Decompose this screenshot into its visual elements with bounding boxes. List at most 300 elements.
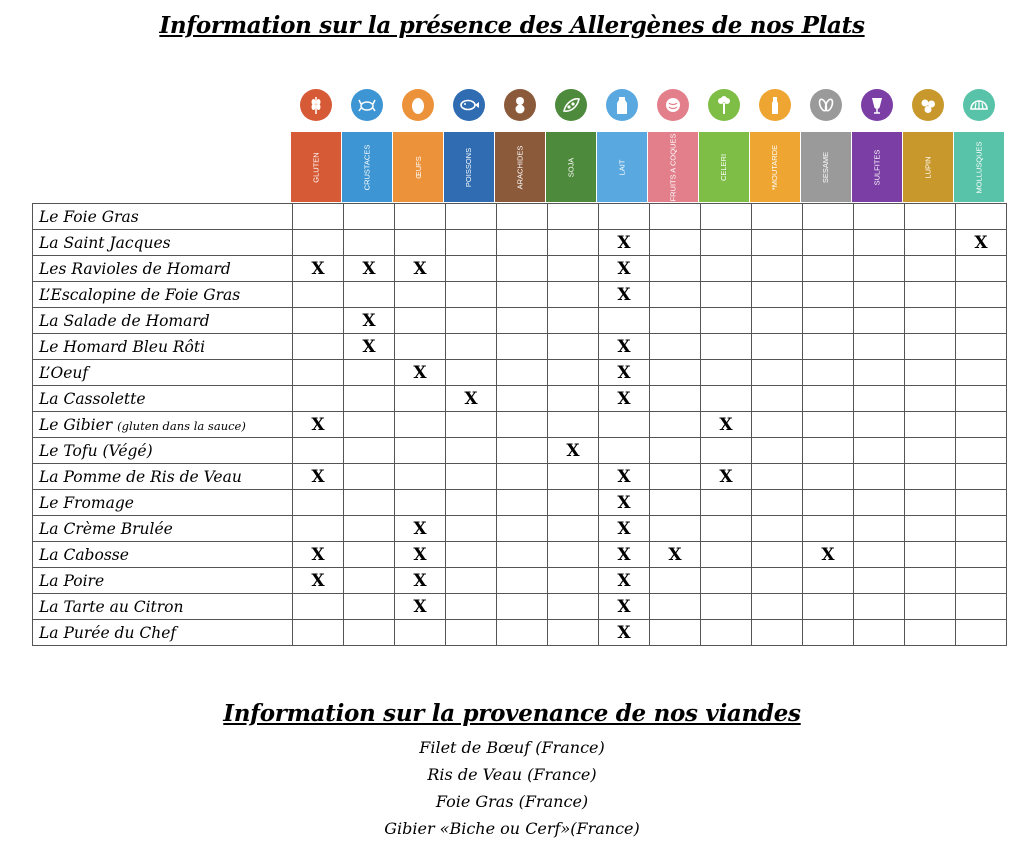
table-row <box>33 594 1007 620</box>
allergen-cell <box>650 360 701 386</box>
allergen-mark: X <box>311 544 325 565</box>
allergen-cell <box>956 412 1007 438</box>
allergen-cell <box>293 282 344 308</box>
allergen-cell <box>905 490 956 516</box>
allergen-cell <box>701 256 752 282</box>
allergen-header <box>954 132 1004 202</box>
allergen-header <box>342 132 392 202</box>
fish-icon <box>453 89 485 121</box>
allergen-cell <box>446 620 497 646</box>
allergen-cell <box>344 516 395 542</box>
allergen-cell <box>344 230 395 256</box>
allergen-cell <box>803 516 854 542</box>
allergen-cell <box>293 464 344 490</box>
allergen-cell <box>905 282 956 308</box>
allergen-cell <box>905 412 956 438</box>
allergen-cell <box>956 594 1007 620</box>
allergen-header-label: *MOUTARDE <box>770 144 780 190</box>
allergen-cell <box>446 542 497 568</box>
allergen-cell <box>599 464 650 490</box>
allergen-cell <box>701 230 752 256</box>
allergen-mark: X <box>362 336 376 357</box>
allergen-cell <box>293 204 344 230</box>
allergen-cell <box>548 594 599 620</box>
table-row <box>33 204 1007 230</box>
allergen-cell <box>803 620 854 646</box>
dish-name: Le Gibier <box>39 415 113 434</box>
allergen-cell <box>599 542 650 568</box>
allergen-header <box>903 132 953 202</box>
allergen-cell <box>395 594 446 620</box>
allergen-cell <box>446 516 497 542</box>
allergen-cell <box>803 412 854 438</box>
allergen-cell <box>446 334 497 360</box>
nut-icon <box>657 89 689 121</box>
allergen-cell <box>956 282 1007 308</box>
allergen-cell <box>650 542 701 568</box>
allergen-cell <box>446 412 497 438</box>
provenance-item: Foie Gras (France) <box>435 792 589 811</box>
allergen-mark: X <box>413 570 427 591</box>
allergen-cell <box>752 516 803 542</box>
allergen-cell <box>701 542 752 568</box>
allergen-mark: X <box>617 596 631 617</box>
page-title: Information sur la présence des Allergènes de nos Plats <box>159 12 865 39</box>
allergen-cell <box>395 568 446 594</box>
allergen-cell <box>548 620 599 646</box>
allergen-cell <box>650 308 701 334</box>
allergen-cell <box>854 620 905 646</box>
allergen-cell <box>497 620 548 646</box>
dish-name: Les Ravioles de Homard <box>39 259 231 278</box>
wheat-icon <box>300 89 332 121</box>
allergen-cell <box>803 490 854 516</box>
allergen-cell <box>650 256 701 282</box>
allergen-cell <box>497 386 548 412</box>
allergen-mark: X <box>617 570 631 591</box>
allergen-cell <box>344 204 395 230</box>
allergen-mark: X <box>617 232 631 253</box>
soy-icon <box>555 89 587 121</box>
dish-name-cell <box>33 490 293 516</box>
allergen-header <box>393 132 443 202</box>
allergen-cell <box>548 334 599 360</box>
allergen-cell <box>446 360 497 386</box>
dish-name: L’Oeuf <box>39 363 89 382</box>
allergen-cell <box>293 360 344 386</box>
table-row <box>33 516 1007 542</box>
allergen-cell <box>599 204 650 230</box>
allergen-cell <box>854 230 905 256</box>
allergen-cell <box>497 412 548 438</box>
dish-name-cell <box>33 438 293 464</box>
milk-icon <box>606 89 638 121</box>
allergen-header-label: CELERI <box>719 153 729 181</box>
allergen-mark: X <box>311 466 325 487</box>
allergen-cell <box>446 464 497 490</box>
allergen-cell <box>293 308 344 334</box>
allergen-cell <box>446 386 497 412</box>
allergen-cell <box>497 282 548 308</box>
allergen-cell <box>395 516 446 542</box>
allergen-cell <box>293 568 344 594</box>
allergen-header <box>648 132 698 202</box>
crab-icon <box>351 89 383 121</box>
allergen-cell <box>650 620 701 646</box>
allergen-cell <box>599 334 650 360</box>
lupin-icon <box>912 89 944 121</box>
allergen-cell <box>752 230 803 256</box>
allergen-cell <box>752 204 803 230</box>
allergen-mark: X <box>617 544 631 565</box>
dish-name: La Poire <box>39 571 105 590</box>
dish-name-cell <box>33 620 293 646</box>
dish-name: Le Tofu (Végé) <box>39 441 153 460</box>
allergen-header-label: FRUITS A COQUES <box>668 133 678 201</box>
allergen-cell <box>701 568 752 594</box>
dish-name-cell <box>33 516 293 542</box>
allergen-header-label: CRUSTACES <box>362 144 372 190</box>
table-row <box>33 620 1007 646</box>
allergen-cell <box>701 594 752 620</box>
allergen-header <box>699 132 749 202</box>
provenance-item: Filet de Bœuf (France) <box>419 738 605 757</box>
allergen-cell <box>548 282 599 308</box>
dish-name-cell <box>33 594 293 620</box>
allergen-cell <box>548 490 599 516</box>
allergen-mark: X <box>311 570 325 591</box>
allergen-cell <box>293 516 344 542</box>
allergen-cell <box>497 204 548 230</box>
dish-name-cell <box>33 412 293 438</box>
allergen-cell <box>599 490 650 516</box>
allergen-cell <box>854 308 905 334</box>
allergen-cell <box>854 386 905 412</box>
allergen-header <box>495 132 545 202</box>
allergen-cell <box>650 282 701 308</box>
allergen-cell <box>803 334 854 360</box>
dish-name: Le Homard Bleu Rôti <box>39 337 206 356</box>
peanut-icon <box>504 89 536 121</box>
table-row <box>33 490 1007 516</box>
allergen-cell <box>854 360 905 386</box>
allergen-cell <box>905 542 956 568</box>
dish-name: La Cassolette <box>39 389 146 408</box>
allergen-mark: X <box>617 492 631 513</box>
allergen-cell <box>956 542 1007 568</box>
table-row <box>33 360 1007 386</box>
allergen-cell <box>599 308 650 334</box>
dish-name-cell <box>33 334 293 360</box>
allergen-cell <box>854 256 905 282</box>
allergen-cell <box>395 256 446 282</box>
allergen-cell <box>803 256 854 282</box>
allergen-cell <box>701 464 752 490</box>
allergen-cell <box>497 516 548 542</box>
allergen-cell <box>650 412 701 438</box>
allergen-cell <box>497 438 548 464</box>
allergen-cell <box>344 282 395 308</box>
table-row <box>33 230 1007 256</box>
allergen-cell <box>497 490 548 516</box>
allergen-header <box>750 132 800 202</box>
allergen-header <box>291 132 341 202</box>
allergen-cell <box>803 308 854 334</box>
allergen-cell <box>599 516 650 542</box>
allergen-header <box>597 132 647 202</box>
allergen-cell <box>854 412 905 438</box>
table-row <box>33 464 1007 490</box>
allergen-mark: X <box>821 544 835 565</box>
allergen-cell <box>905 360 956 386</box>
allergen-cell <box>599 568 650 594</box>
dish-name: La Salade de Homard <box>39 311 210 330</box>
allergen-cell <box>803 230 854 256</box>
dish-name-cell <box>33 204 293 230</box>
allergen-cell <box>395 308 446 334</box>
allergen-cell <box>293 412 344 438</box>
allergen-mark: X <box>617 284 631 305</box>
allergen-cell <box>344 594 395 620</box>
allergen-mark: X <box>413 544 427 565</box>
allergen-cell <box>497 594 548 620</box>
allergen-cell <box>803 360 854 386</box>
egg-icon <box>402 89 434 121</box>
dish-name: Le Foie Gras <box>39 207 139 226</box>
allergen-header-label: SOJA <box>566 157 576 177</box>
allergen-cell <box>956 438 1007 464</box>
allergen-mark: X <box>617 336 631 357</box>
allergen-cell <box>446 256 497 282</box>
allergen-header-label: GLUTEN <box>311 151 321 183</box>
allergen-cell <box>905 230 956 256</box>
dish-name-cell <box>33 230 293 256</box>
dish-name: La Saint Jacques <box>39 233 171 252</box>
allergen-cell <box>701 360 752 386</box>
allergen-cell <box>650 568 701 594</box>
allergen-cell <box>446 490 497 516</box>
allergen-header-label: MOLLUSQUES <box>974 140 984 194</box>
allergen-cell <box>905 256 956 282</box>
dish-name: L’Escalopine de Foie Gras <box>39 285 241 304</box>
allergen-cell <box>752 542 803 568</box>
dish-name-cell <box>33 464 293 490</box>
allergen-cell <box>548 256 599 282</box>
dish-note: (gluten dans la sauce) <box>117 418 246 433</box>
allergen-header-label: LUPIN <box>923 155 933 179</box>
allergen-cell <box>395 230 446 256</box>
allergen-cell <box>395 542 446 568</box>
allergen-table <box>32 203 1007 646</box>
allergen-cell <box>446 594 497 620</box>
allergen-cell <box>854 594 905 620</box>
allergen-cell <box>956 464 1007 490</box>
allergen-cell <box>905 334 956 360</box>
allergen-cell <box>650 490 701 516</box>
allergen-cell <box>599 412 650 438</box>
allergen-cell <box>293 490 344 516</box>
provenance-item: Ris de Veau (France) <box>427 765 597 784</box>
allergen-cell <box>905 620 956 646</box>
allergen-header-label: LAIT <box>617 159 627 175</box>
allergen-cell <box>752 490 803 516</box>
allergen-cell <box>650 386 701 412</box>
allergen-mark: X <box>413 258 427 279</box>
allergen-cell <box>854 282 905 308</box>
allergen-cell <box>548 308 599 334</box>
allergen-cell <box>293 620 344 646</box>
allergen-cell <box>548 230 599 256</box>
allergen-cell <box>956 620 1007 646</box>
allergen-cell <box>395 464 446 490</box>
dish-name: La Pomme de Ris de Veau <box>39 467 242 486</box>
allergen-header-label: ŒUFS <box>413 155 423 179</box>
table-row <box>33 308 1007 334</box>
table-row <box>33 282 1007 308</box>
allergen-cell <box>497 256 548 282</box>
allergen-cell <box>701 204 752 230</box>
allergen-cell <box>905 568 956 594</box>
allergen-cell <box>293 542 344 568</box>
allergen-cell <box>701 438 752 464</box>
allergen-mark: X <box>362 258 376 279</box>
allergen-cell <box>905 386 956 412</box>
provenance-item: Gibier «Biche ou Cerf»(France) <box>384 819 640 838</box>
allergen-cell <box>293 594 344 620</box>
dish-name-cell <box>33 568 293 594</box>
allergen-cell <box>497 464 548 490</box>
allergen-header-label: ARACHIDES <box>515 145 525 189</box>
dish-name: La Cabosse <box>39 545 129 564</box>
allergen-cell <box>446 568 497 594</box>
allergen-cell <box>752 386 803 412</box>
allergen-cell <box>752 464 803 490</box>
allergen-cell <box>752 256 803 282</box>
allergen-cell <box>956 360 1007 386</box>
allergen-cell <box>854 464 905 490</box>
allergen-cell <box>854 204 905 230</box>
allergen-cell <box>752 568 803 594</box>
allergen-cell <box>599 594 650 620</box>
allergen-cell <box>752 282 803 308</box>
allergen-mark: X <box>617 622 631 643</box>
allergen-cell <box>395 386 446 412</box>
table-row <box>33 334 1007 360</box>
allergen-cell <box>344 256 395 282</box>
allergen-cell <box>701 282 752 308</box>
allergen-cell <box>395 360 446 386</box>
shell-icon <box>963 89 995 121</box>
allergen-cell <box>701 620 752 646</box>
allergen-mark: X <box>617 388 631 409</box>
dish-name-cell <box>33 256 293 282</box>
allergen-cell <box>701 516 752 542</box>
allergen-mark: X <box>668 544 682 565</box>
dish-name: La Purée du Chef <box>39 623 177 642</box>
allergen-cell <box>395 204 446 230</box>
allergen-mark: X <box>566 440 580 461</box>
allergen-cell <box>650 230 701 256</box>
sesame-icon <box>810 89 842 121</box>
allergen-cell <box>599 360 650 386</box>
allergen-cell <box>803 438 854 464</box>
allergen-cell <box>854 568 905 594</box>
allergen-mark: X <box>617 518 631 539</box>
allergen-cell <box>599 282 650 308</box>
allergen-cell <box>497 230 548 256</box>
allergen-mark: X <box>413 362 427 383</box>
dish-name-cell <box>33 386 293 412</box>
allergen-cell <box>854 438 905 464</box>
allergen-cell <box>497 542 548 568</box>
allergen-cell <box>956 256 1007 282</box>
dish-name-cell <box>33 282 293 308</box>
allergen-cell <box>344 620 395 646</box>
dish-name: La Tarte au Citron <box>39 597 184 616</box>
allergen-cell <box>956 386 1007 412</box>
allergen-cell <box>650 516 701 542</box>
allergen-cell <box>599 438 650 464</box>
allergen-cell <box>650 204 701 230</box>
allergen-cell <box>956 334 1007 360</box>
allergen-cell <box>548 464 599 490</box>
allergen-mark: X <box>311 258 325 279</box>
allergen-header <box>801 132 851 202</box>
allergen-cell <box>752 594 803 620</box>
allergen-cell <box>701 412 752 438</box>
allergen-cell <box>548 412 599 438</box>
allergen-cell <box>854 542 905 568</box>
allergen-cell <box>395 620 446 646</box>
allergen-cell <box>395 334 446 360</box>
dish-name-cell <box>33 308 293 334</box>
allergen-cell <box>803 594 854 620</box>
allergen-cell <box>803 204 854 230</box>
allergen-cell <box>650 464 701 490</box>
allergen-cell <box>446 230 497 256</box>
allergen-cell <box>446 204 497 230</box>
allergen-cell <box>650 438 701 464</box>
allergen-cell <box>905 308 956 334</box>
allergen-cell <box>293 386 344 412</box>
allergen-cell <box>905 516 956 542</box>
allergen-cell <box>803 386 854 412</box>
allergen-cell <box>293 438 344 464</box>
allergen-cell <box>905 438 956 464</box>
allergen-cell <box>956 568 1007 594</box>
allergen-cell <box>752 308 803 334</box>
allergen-cell <box>752 334 803 360</box>
allergen-cell <box>701 334 752 360</box>
dish-name-cell <box>33 542 293 568</box>
allergen-mark: X <box>719 414 733 435</box>
allergen-cell <box>854 490 905 516</box>
allergen-mark: X <box>719 466 733 487</box>
allergen-cell <box>344 334 395 360</box>
allergen-cell <box>497 334 548 360</box>
allergen-cell <box>650 594 701 620</box>
allergen-cell <box>905 594 956 620</box>
allergen-cell <box>599 230 650 256</box>
allergen-cell <box>344 490 395 516</box>
allergen-mark: X <box>464 388 478 409</box>
allergen-cell <box>956 308 1007 334</box>
allergen-cell <box>497 360 548 386</box>
allergen-header-label: SESAME <box>821 151 831 183</box>
allergen-cell <box>344 568 395 594</box>
celery-icon <box>708 89 740 121</box>
allergen-cell <box>854 334 905 360</box>
